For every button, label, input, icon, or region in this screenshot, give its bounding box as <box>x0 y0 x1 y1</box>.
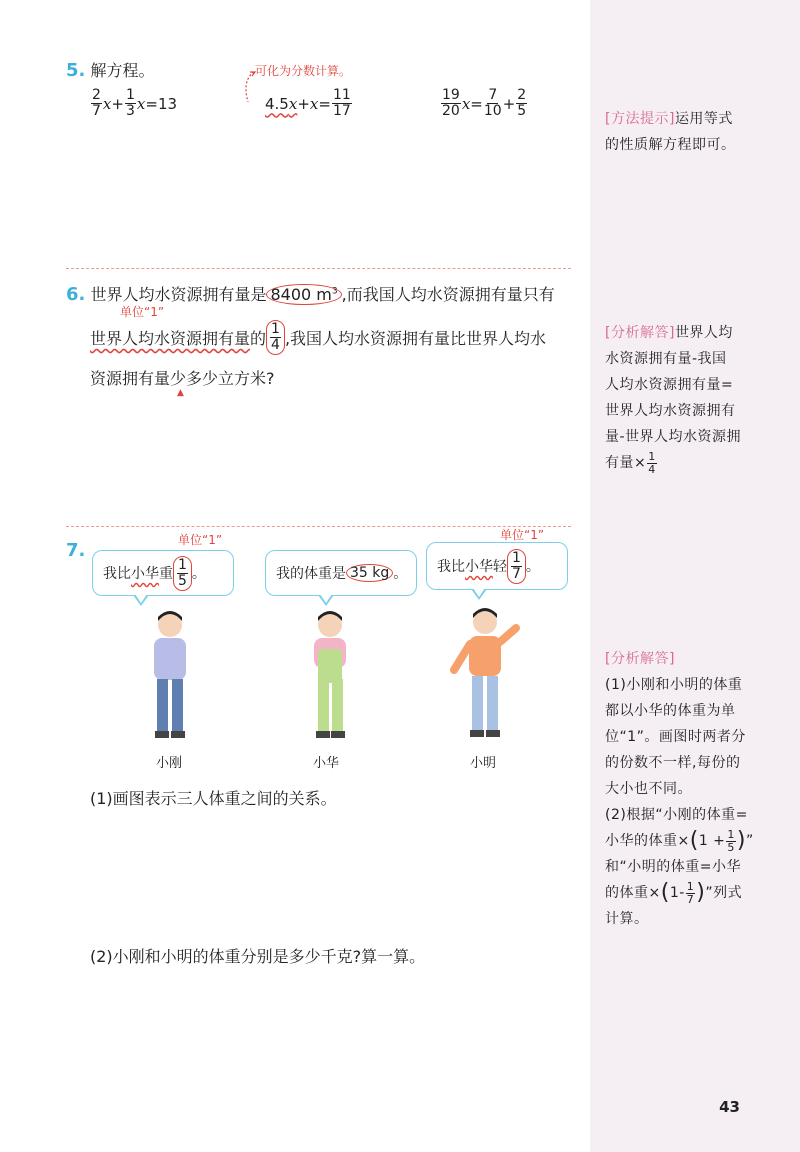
bubble3-unit-note: 单位“1” <box>500 528 545 542</box>
divider-1 <box>66 268 571 269</box>
sidebar-panel <box>590 0 800 1152</box>
speech-bubble-xiaogang: 我比 小华 重 $\frac{1}{5}$ 。 <box>92 550 234 596</box>
question-6-number: 6. <box>66 284 86 305</box>
page-number: 43 <box>719 1098 740 1116</box>
analysis-2: [分析解答] (1)小刚和小明的体重 都以小华的体重为单 位“1”。画图时两者分 的份数不一样,每份的 大小也不同。 (2)根据“小刚的体重= 小华的体重× ( 1 + $\frac{1}{5}$ ) ” 和“小明的体重=小华 的体重× ( 1- $\frac{1}{7}$ ) ”列式 计算。 <box>605 651 754 927</box>
q7-subquestion-2: (2)小刚和小明的体重分别是多少千克?算一算。 <box>90 947 426 966</box>
question-6-line-1: 6. 世界人均水资源拥有量是 8400 $m^3$ ,而我国人均水资源拥有量只有 <box>66 284 555 305</box>
question-7-number: 7. <box>66 540 86 561</box>
equation-2: 4.5 x + x = $\frac{11}{17}$ <box>265 87 351 119</box>
q5-hint: 可化为分数计算。 <box>255 64 352 78</box>
question-6-line-2: 世界人均水资源拥有量 的 $\frac{1}{4}$ ,我国人均水资源拥有量比世界人均水 <box>90 321 547 353</box>
speech-bubble-xiaohua: 我的体重是 35 kg 。 <box>265 550 417 596</box>
name-xiaohua: 小华 <box>313 756 340 771</box>
equation-1: $\frac{2}{7}$ x + $\frac{1}{3}$ x = 13 <box>92 87 178 119</box>
speech-bubble-xiaoming: 我比 小华 轻 $\frac{1}{7}$ 。 <box>426 542 568 590</box>
name-xiaogang: 小刚 <box>156 756 183 771</box>
question-5-header <box>66 58 154 81</box>
bubble1-unit-note: 单位“1” <box>178 533 223 547</box>
boy-xiaogang-illustration <box>140 605 200 745</box>
fraction-highlight: $\frac{1}{4}$ <box>266 320 285 355</box>
analysis-1: [分析解答]世界人均 水资源拥有量-我国 人均水资源拥有量= 世界人均水资源拥有 量-世界人均水资源拥 有量× $\frac{1}{4}$ <box>605 325 742 476</box>
method-tip: [方法提示]运用等式 的性质解方程即可。 <box>605 111 736 153</box>
emphasis-marker-icon: ▲ <box>177 388 184 398</box>
q7-subquestion-1: (1)画图表示三人体重之间的关系。 <box>90 789 337 808</box>
divider-2 <box>66 526 571 527</box>
question-6-line-3: 资源拥有量少多少立方米? <box>90 369 275 388</box>
question-5-title: 解方程。 <box>90 61 155 80</box>
hint-arrow-icon <box>240 68 260 108</box>
equation-3: $\frac{19}{20}$ x = $\frac{7}{10}$ + $\frac{2}{5}$ <box>442 87 527 119</box>
name-xiaoming: 小明 <box>470 756 497 771</box>
boy-xiaohua-illustration <box>300 605 360 745</box>
question-5-number: 5. <box>66 60 86 81</box>
boy-xiaoming-illustration <box>450 600 530 745</box>
amount-highlight: 8400 $m^3$ <box>266 284 341 305</box>
q6-unit-note: 单位“1” <box>120 305 165 319</box>
method-tip-title: [方法提示] <box>605 111 675 127</box>
